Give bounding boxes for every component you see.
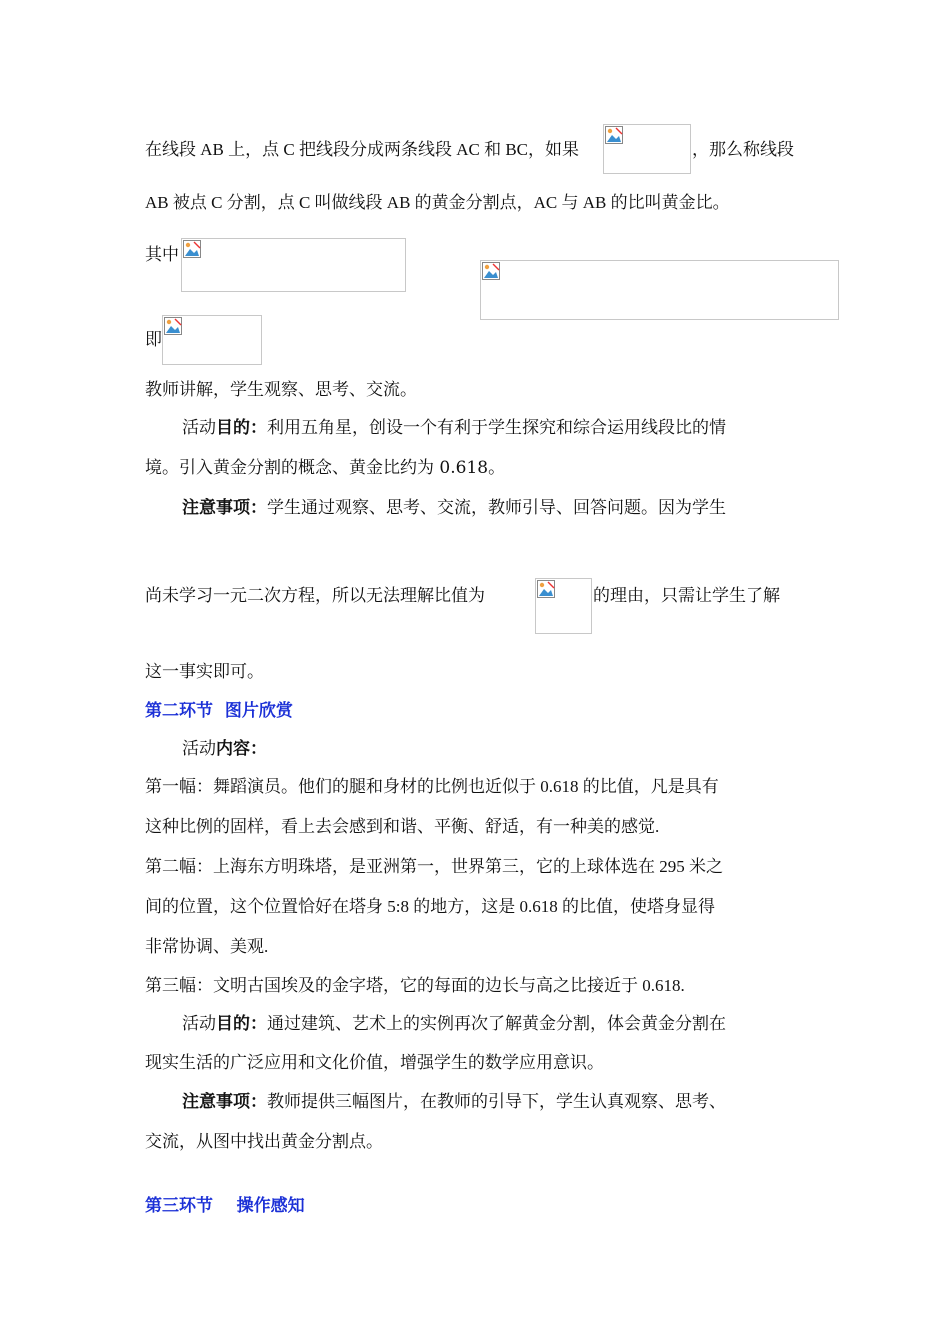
broken-image-icon [482,262,500,280]
paragraph-line [145,328,162,352]
paragraph-line [145,378,417,402]
paragraph-line [145,138,579,162]
paragraph-line [145,895,715,919]
paragraph-line [593,584,780,608]
text: 第二幅：上海东方明珠塔，是亚洲第一，世界第三，它的上球体选在 295 米之 [145,857,723,876]
text: 教师讲解，学生观察、思考、交流。 [145,380,417,400]
paragraph-line [145,815,659,839]
text: 尚未学习一元二次方程，所以无法理解比值为 [145,586,485,606]
text: 其中 [145,245,179,265]
heading-text: 第二环节 图片欣赏 [145,701,293,721]
text: 非常协调、美观. [145,937,269,956]
section-heading [145,699,293,723]
text: 第三幅：文明古国埃及的金字塔，它的每面的边长与高之比接近于 0.618. [145,976,685,995]
paragraph-line [145,1051,604,1075]
label-bold: 目的： [216,1014,267,1034]
paragraph-line [145,584,485,608]
paragraph-line [145,191,730,215]
text: 交流，从图中找出黄金分割点。 [145,1132,383,1152]
text: 通过建筑、艺术上的实例再次了解黄金分割，体会黄金分割在 [267,1014,726,1034]
formula-image [162,315,262,365]
paragraph-line [145,935,268,959]
text: 的理由，只需让学生了解 [593,586,780,606]
paragraph-line [145,243,179,267]
text: 在线段 AB 上，点 C 把线段分成两条线段 AC 和 BC，如果 [145,140,579,159]
text: 这一事实即可。 [145,662,264,682]
formula-image [181,238,406,292]
label-bold: 内容： [216,739,267,759]
paragraph-line [692,138,794,162]
broken-image-icon [605,126,623,144]
label: 活动 [182,418,216,438]
paragraph-line [145,660,264,684]
label: 活动 [182,739,216,759]
paragraph-line [182,1012,726,1036]
paragraph-line [145,855,723,879]
text: AB 被点 C 分割，点 C 叫做线段 AB 的黄金分割点，AC 与 AB 的比叫黄金比。 [145,193,730,212]
label-bold: 目的： [216,418,267,438]
text: 教师提供三幅图片，在教师的引导下，学生认真观察、思考、 [267,1092,726,1112]
label-bold: 注意事项： [182,1092,267,1112]
broken-image-icon [183,240,201,258]
text: 学生通过观察、思考、交流，教师引导、回答问题。因为学生 [267,498,726,518]
paragraph-line [145,775,719,799]
text: 利用五角星，创设一个有利于学生探究和综合运用线段比的情 [267,418,726,438]
paragraph-line [182,1090,726,1114]
text: 间的位置，这个位置恰好在塔身 5:8 的地方，这是 0.618 的比值，使塔身显得 [145,897,715,916]
formula-image [603,124,691,174]
paragraph-line [182,737,267,761]
paragraph-line [182,496,726,520]
paragraph-line [145,1130,383,1154]
formula-image [480,260,839,320]
section-heading [145,1194,305,1218]
text: 现实生活的广泛应用和文化价值，增强学生的数学应用意识。 [145,1053,604,1073]
label-bold: 注意事项： [182,498,267,518]
text: 这种比例的固样，看上去会感到和谐、平衡、舒适，有一种美的感觉. [145,817,660,836]
paragraph-line [145,974,685,998]
label: 活动 [182,1014,216,1034]
text: 第一幅：舞蹈演员。他们的腿和身材的比例也近似于 0.618 的比值，凡是具有 [145,777,719,796]
paragraph-line [182,416,726,440]
heading-text: 第三环节 操作感知 [145,1196,305,1216]
text: 境。引入黄金分割的概念、黄金比约为 0.618。 [145,458,506,478]
broken-image-icon [537,580,555,598]
paragraph-line [145,456,505,480]
broken-image-icon [164,317,182,335]
text: ，那么称线段 [692,140,794,159]
text: 即 [145,330,162,350]
formula-image [535,578,592,634]
